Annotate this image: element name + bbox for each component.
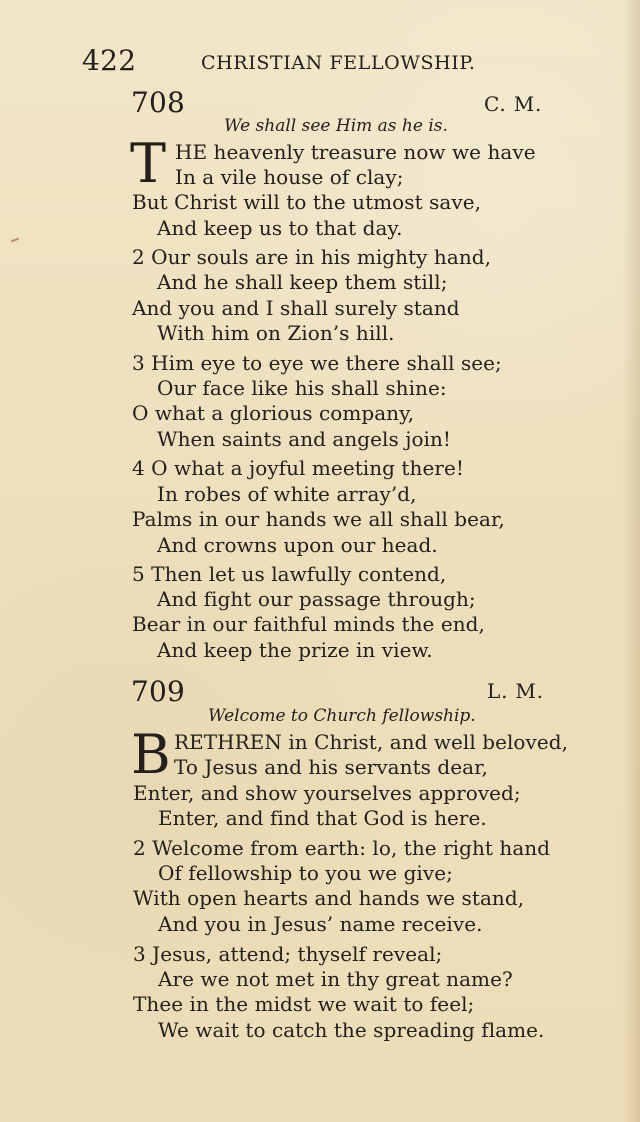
hymn-number: 709 xyxy=(131,675,186,708)
paper-mark xyxy=(11,238,19,243)
verse-line: Thee in the midst we wait to feel; xyxy=(133,992,475,1016)
verse-line: With him on Zion’s hill. xyxy=(157,321,395,345)
verse-line: 3 Jesus, attend; thyself reveal; xyxy=(133,942,443,966)
verse-line: 4 O what a joyful meeting there! xyxy=(132,456,464,480)
running-head: CHRISTIAN FELLOWSHIP. xyxy=(201,52,476,74)
verse-line: And fight our passage through; xyxy=(157,587,476,611)
verse-line: Bear in our faithful minds the end, xyxy=(132,612,485,636)
verse-line: Enter, and show yourselves approved; xyxy=(133,781,521,805)
verse-line: Enter, and find that God is here. xyxy=(158,806,487,830)
verse-line: RETHREN in Christ, and well beloved, xyxy=(174,730,568,754)
verse-line: Our face like his shall shine: xyxy=(157,376,447,400)
hymn-meter: C. M. xyxy=(484,92,543,116)
verse-line: When saints and angels join! xyxy=(157,427,452,451)
verse-line: And you in Jesus’ name receive. xyxy=(158,912,483,936)
hymn-title: Welcome to Church fellowship. xyxy=(208,706,476,726)
verse-line: HE heavenly treasure now we have xyxy=(175,140,536,164)
verse-line: But Christ will to the utmost save, xyxy=(132,190,481,214)
verse-line: 3 Him eye to eye we there shall see; xyxy=(132,351,502,375)
verse-line: In robes of white array’d, xyxy=(157,482,417,506)
verse-line: And he shall keep them still; xyxy=(157,270,448,294)
hymn-meter: L. M. xyxy=(487,679,544,703)
verse-line: 2 Welcome from earth: lo, the right hand xyxy=(133,836,551,860)
page-number: 422 xyxy=(82,44,137,77)
verse-line: 2 Our souls are in his mighty hand, xyxy=(132,245,492,269)
verse-line: And keep the prize in view. xyxy=(157,638,433,662)
verse-line: In a vile house of clay; xyxy=(175,165,404,189)
verse-line: And keep us to that day. xyxy=(157,216,403,240)
verse-line: Palms in our hands we all shall bear, xyxy=(132,507,505,531)
verse-line: 5 Then let us lawfully contend, xyxy=(132,562,447,586)
drop-cap: B xyxy=(131,723,171,786)
verse-line: We wait to catch the spreading flame. xyxy=(158,1018,545,1042)
verse-line: O what a glorious company, xyxy=(132,401,415,425)
verse-line: Of fellowship to you we give; xyxy=(158,861,453,885)
hymn-number: 708 xyxy=(131,86,186,119)
verse-line: With open hearts and hands we stand, xyxy=(133,886,525,910)
verse-line: And crowns upon our head. xyxy=(157,533,438,557)
verse-line: To Jesus and his servants dear, xyxy=(174,755,488,779)
hymn-title: We shall see Him as he is. xyxy=(224,116,448,136)
verse-line: Are we not met in thy great name? xyxy=(158,967,513,991)
page-edge-shadow xyxy=(622,0,640,1122)
verse-line: And you and I shall surely stand xyxy=(132,296,460,320)
drop-cap: T xyxy=(130,132,167,195)
